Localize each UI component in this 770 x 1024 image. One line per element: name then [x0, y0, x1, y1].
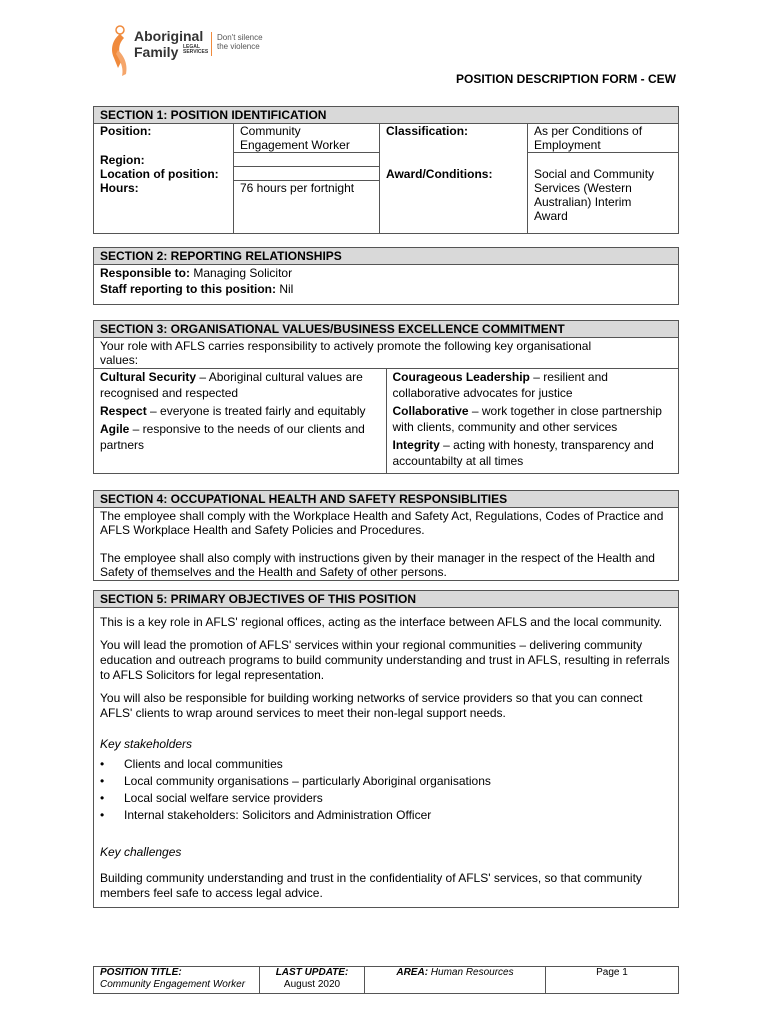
afls-logo [108, 24, 288, 84]
value-item: Respect – everyone is treated fairly and equitably [100, 404, 366, 418]
section-2 [93, 247, 679, 305]
section-5 [93, 590, 679, 908]
section-1-heading: SECTION 1: POSITION IDENTIFICATION [94, 107, 678, 124]
classification-value: As per Conditions of Employment [534, 124, 643, 152]
location-value [234, 167, 379, 181]
list-item: • Local social welfare service providers [124, 790, 678, 807]
values-grid [94, 369, 678, 473]
position-value: Community Engagement Worker [240, 124, 350, 152]
objective-paragraph-2: You will lead the promotion of AFLS' services within your regional communities – delivering community education and outreach programs to build community understanding and trust in AFLS, resulting in referrals to AFLS Solicitors for legal representation. [100, 638, 670, 682]
logo-tagline: Don't silence the violence [217, 33, 263, 51]
ribbon-icon [108, 24, 132, 80]
section-3-heading: SECTION 3: ORGANISATIONAL VALUES/BUSINESS EXCELLENCE COMMITMENT [94, 321, 678, 338]
responsible-label: Responsible to: [100, 266, 191, 280]
responsible-to-row [94, 265, 678, 281]
form-title: POSITION DESCRIPTION FORM - CEW [455, 72, 676, 86]
footer-last-update: LAST UPDATE: August 2020 [259, 967, 364, 993]
position-table [94, 124, 678, 233]
region-value [234, 153, 379, 167]
logo-line2: Family [134, 44, 179, 60]
location-label: Location of position: [100, 166, 219, 181]
position-label: Position: [100, 124, 152, 138]
ohs-paragraph-1: The employee shall comply with the Workplace Health and Safety Act, Regulations, Codes of Practice and AFLS Workplace Health and Safety Policies and Procedures. [100, 509, 664, 537]
value-item: Integrity – acting with honesty, transparency and accountabilty at all times [392, 438, 654, 468]
stakeholders-list [94, 756, 678, 824]
section-1 [93, 106, 679, 234]
hours-label: Hours: [100, 180, 139, 195]
section-4-heading: SECTION 4: OCCUPATIONAL HEALTH AND SAFETY RESPONSIBLITIES [94, 491, 678, 508]
logo-separator [211, 32, 212, 56]
document-footer [93, 966, 679, 994]
key-challenges-text: Building community understanding and trust in the confidentiality of AFLS' services, so that community members feel safe to access legal advice. [100, 871, 642, 900]
value-item: Agile – responsive to the needs of our clients and partners [100, 422, 365, 452]
section-3 [93, 320, 679, 474]
objective-paragraph-3: You will also be responsible for building working networks of service providers so that you can connect AFLS' clients to wrap around services to meet their non-legal support needs. [100, 691, 643, 720]
hours-value: 76 hours per fortnight [240, 181, 355, 195]
values-right-column [386, 369, 679, 473]
section-4 [93, 490, 679, 581]
logo-legal: LEGAL SERVICES [183, 44, 209, 55]
key-challenges-heading: Key challenges [100, 845, 182, 859]
staff-value: Nil [275, 282, 294, 296]
values-intro: Your role with AFLS carries responsibility to actively promote the following key organisational values: [94, 338, 678, 369]
award-label: Award/Conditions: [386, 166, 493, 181]
footer-position-title: POSITION TITLE: Community Engagement Worker [100, 967, 246, 990]
footer-page-number: Page 1 [545, 967, 678, 993]
classification-label: Classification: [386, 124, 469, 138]
section-5-heading: SECTION 5: PRIMARY OBJECTIVES OF THIS POSITION [94, 591, 678, 608]
staff-label: Staff reporting to this position: [100, 282, 276, 296]
values-left-column [94, 369, 386, 473]
ohs-paragraph-2: The employee shall also comply with instructions given by their manager in the respect of the Health and Safety of themselves and the Health and Safety of other persons. [100, 551, 655, 579]
staff-reporting-row [94, 281, 678, 297]
region-label: Region: [100, 152, 145, 167]
list-item: • Clients and local communities [124, 756, 678, 773]
key-stakeholders-heading: Key stakeholders [100, 737, 193, 751]
list-item: • Local community organisations – particularly Aboriginal organisations [124, 773, 678, 790]
objective-paragraph-1: This is a key role in AFLS' regional offices, acting as the interface between AFLS and the local community. [100, 615, 663, 629]
value-item: Courageous Leadership – resilient and collaborative advocates for justice [392, 370, 608, 400]
section-2-heading: SECTION 2: REPORTING RELATIONSHIPS [94, 248, 678, 265]
responsible-value: Managing Solicitor [190, 266, 293, 280]
value-item: Collaborative – work together in close partnership with clients, community and other services [392, 404, 662, 434]
list-item: • Internal stakeholders: Solicitors and Administration Officer [124, 807, 678, 824]
logo-line1: Aboriginal [134, 28, 204, 44]
value-item: Cultural Security – Aboriginal cultural values are recognised and respected [100, 370, 363, 400]
footer-area: AREA: Human Resources [364, 967, 545, 993]
award-value: Social and Community Services (Western Australian) Interim Award [534, 167, 655, 223]
